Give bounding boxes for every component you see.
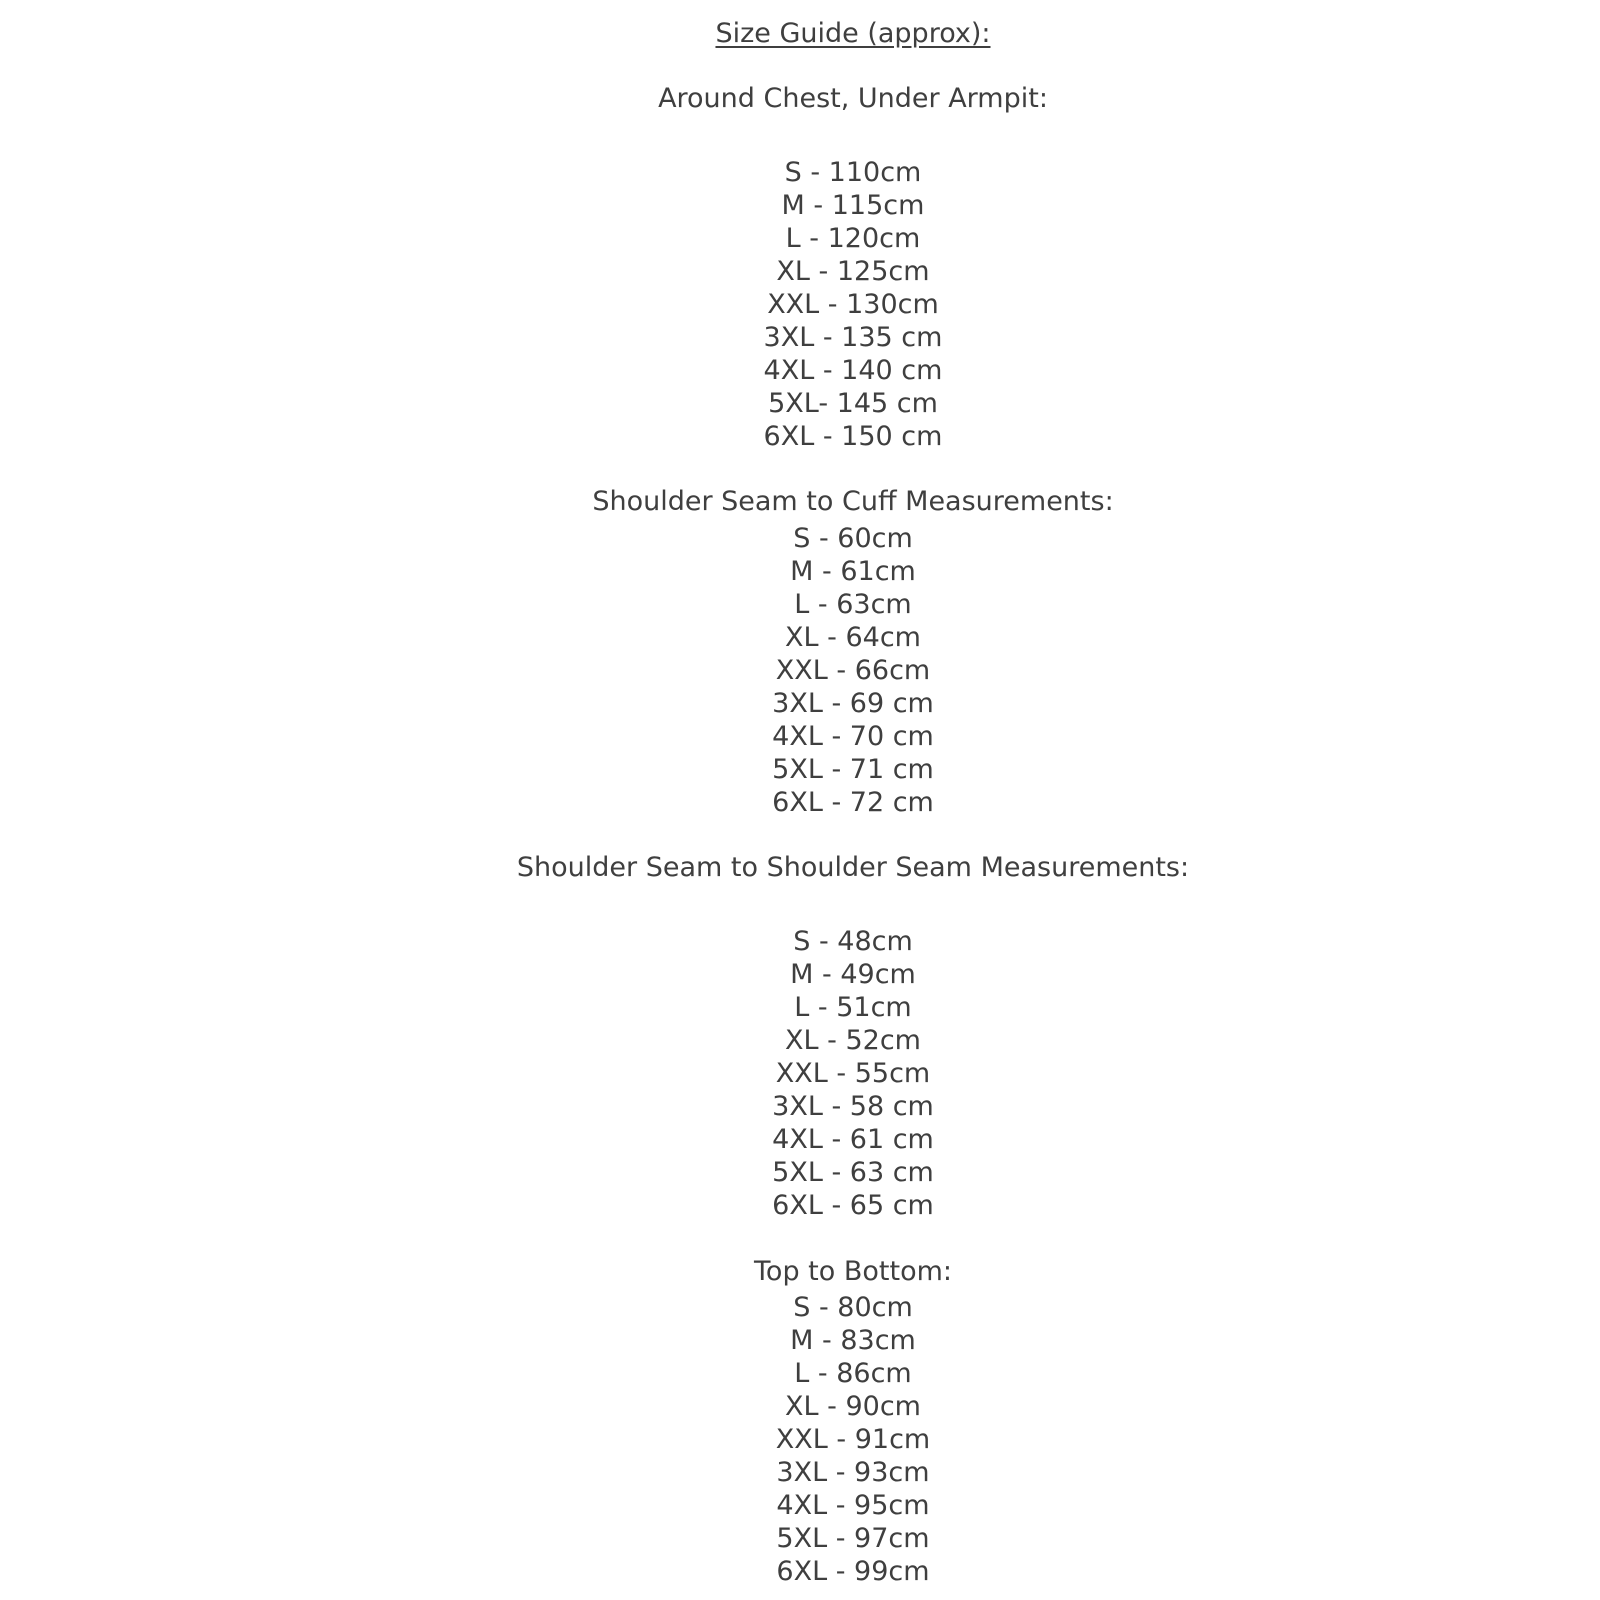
- size-row: L - 51cm: [794, 992, 912, 1023]
- size-row: 6XL - 150 cm: [763, 421, 943, 452]
- size-row: S - 110cm: [784, 157, 922, 188]
- size-row: S - 80cm: [793, 1292, 913, 1323]
- size-row: XXL - 130cm: [767, 289, 939, 320]
- size-row: L - 63cm: [794, 589, 912, 620]
- size-row: 3XL - 93cm: [776, 1457, 930, 1488]
- size-row: S - 60cm: [793, 523, 913, 554]
- page-title: Size Guide (approx):: [715, 18, 991, 49]
- section-header-around-chest: Around Chest, Under Armpit:: [658, 83, 1048, 114]
- section-header-top-to-bottom: Top to Bottom:: [754, 1256, 952, 1287]
- size-row: 3XL - 58 cm: [772, 1091, 934, 1122]
- size-row: XL - 90cm: [785, 1391, 921, 1422]
- size-row: 4XL - 61 cm: [772, 1124, 934, 1155]
- size-row: XXL - 55cm: [775, 1058, 931, 1089]
- size-row: XL - 64cm: [785, 622, 921, 653]
- size-row: 6XL - 65 cm: [772, 1190, 934, 1221]
- size-row: M - 49cm: [790, 959, 916, 990]
- size-row: 5XL - 97cm: [776, 1523, 930, 1554]
- section-header-shoulder-to-shoulder: Shoulder Seam to Shoulder Seam Measurements:: [516, 852, 1190, 883]
- size-row: XL - 125cm: [776, 256, 930, 287]
- section-top-to-bottom: [106, 1255, 1600, 1588]
- section-header-shoulder-to-cuff: Shoulder Seam to Cuff Measurements:: [592, 486, 1114, 517]
- size-row: 4XL - 70 cm: [772, 721, 934, 752]
- section-shoulder-seam-to-cuff: [106, 485, 1600, 819]
- size-row: 3XL - 69 cm: [772, 688, 934, 719]
- size-row: 5XL - 71 cm: [772, 754, 934, 785]
- size-row: 5XL- 145 cm: [768, 388, 938, 419]
- size-row: L - 120cm: [785, 223, 921, 254]
- size-row: XXL - 91cm: [775, 1424, 931, 1455]
- size-row: 4XL - 95cm: [776, 1490, 930, 1521]
- size-row: M - 61cm: [790, 556, 916, 587]
- size-row: XXL - 66cm: [775, 655, 931, 686]
- size-row: L - 86cm: [794, 1358, 912, 1389]
- section-around-chest: [106, 82, 1600, 453]
- size-row: 6XL - 72 cm: [772, 787, 934, 818]
- size-row: S - 48cm: [793, 926, 913, 957]
- size-row: M - 115cm: [781, 190, 925, 221]
- size-row: 4XL - 140 cm: [763, 355, 943, 386]
- size-row: 6XL - 99cm: [776, 1556, 930, 1587]
- size-row: 3XL - 135 cm: [763, 322, 943, 353]
- size-row: XL - 52cm: [785, 1025, 921, 1056]
- size-row: M - 83cm: [790, 1325, 916, 1356]
- size-row: 5XL - 63 cm: [772, 1157, 934, 1188]
- section-shoulder-seam-to-shoulder-seam: [106, 851, 1600, 1222]
